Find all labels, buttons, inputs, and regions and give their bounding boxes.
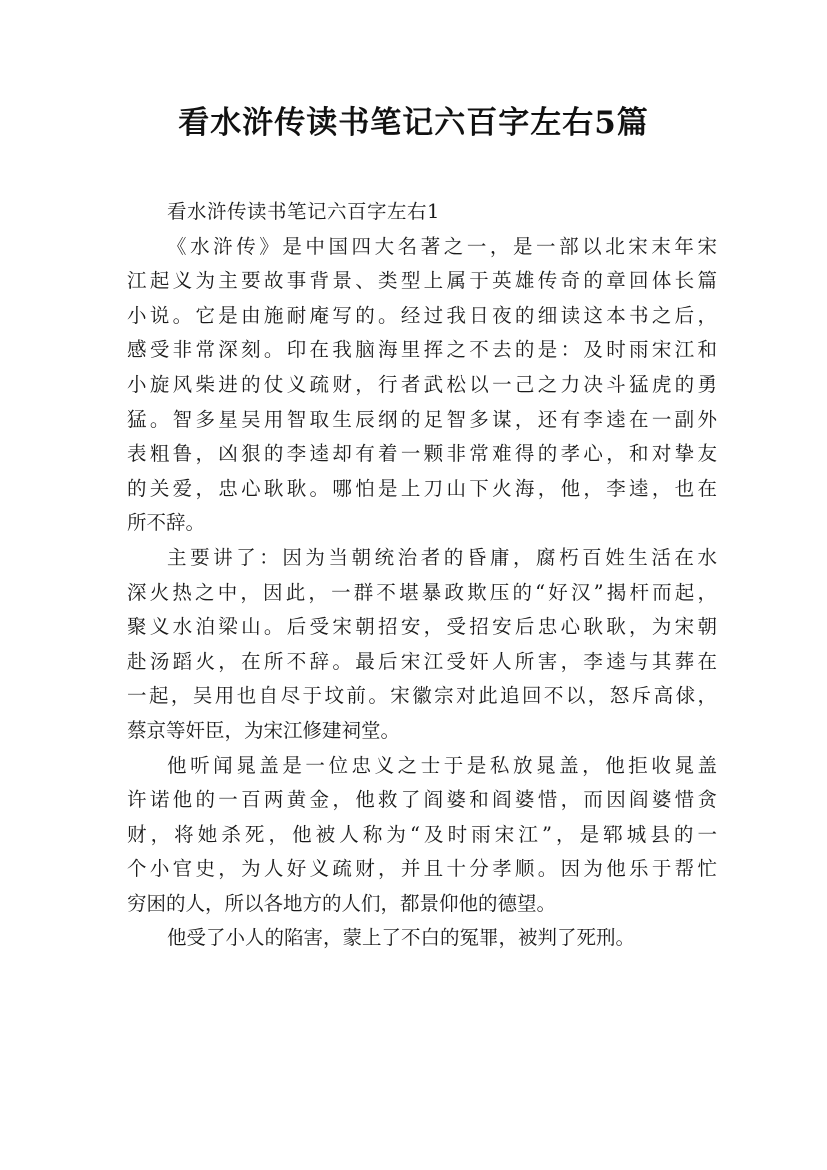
paragraph-line: 深火热之中，因此，一群不堪暴政欺压的“好汉”揭杆而起， [127,580,717,604]
paragraph-line: 江起义为主要故事背景、类型上属于英雄传奇的章回体长篇 [127,269,717,293]
paragraph-list [127,230,717,956]
paragraph [127,230,717,541]
paragraph-line: 聚义水泊梁山。后受宋朝招安，受招安后忠心耿耿，为宋朝 [127,615,717,639]
paragraph-line: 赴汤蹈火，在所不辞。最后宋江受奸人所害，李逵与其葬在 [127,649,717,673]
paragraph-line: 的关爱，忠心耿耿。哪怕是上刀山下火海，他，李逵，也在 [127,476,717,500]
paragraph-line: 猛。智多星吴用智取生辰纲的足智多谋，还有李逵在一副外 [127,407,717,431]
paragraph-line: 蔡京等奸臣，为宋江修建祠堂。 [127,718,401,742]
paragraph-line: 感受非常深刻。印在我脑海里挥之不去的是：及时雨宋江和 [127,338,717,362]
paragraph-line: 许诺他的一百两黄金，他救了阎婆和阎婆惜，而因阎婆惜贪 [127,788,717,812]
paragraph-line: 财，将她杀死，他被人称为“及时雨宋江”，是郓城县的一 [127,822,717,846]
paragraph [127,541,717,749]
paragraph-line: 所不辞。 [127,511,206,535]
paragraph [127,749,717,922]
paragraph-line: 穷困的人，所以各地方的人们，都景仰他的德望。 [127,891,557,915]
paragraph-line: 主要讲了：因为当朝统治者的昏庸，腐朽百姓生活在水 [167,545,717,569]
paragraph-line: 表粗鲁，凶狠的李逵却有着一颗非常难得的孝心，和对挚友 [127,442,717,466]
paragraph-line: 小旋风柴进的仗义疏财，行者武松以一己之力决斗猛虎的勇 [127,372,717,396]
paragraph-line: 他受了小人的陷害，蒙上了不白的冤罪，被判了死刑。 [167,926,636,950]
section-heading: 看水浒传读书笔记六百字左右1 [167,200,440,223]
document-body [127,195,717,956]
paragraph-line: 一起，吴用也自尽于坟前。宋徽宗对此追回不以，怒斥高俅， [127,684,717,708]
document-title: 看水浒传读书笔记六百字左右5篇 [178,105,649,141]
paragraph [127,921,717,956]
paragraph-line: 《水浒传》是中国四大名著之一，是一部以北宋末年宋 [167,234,717,258]
paragraph-line: 小说。它是由施耐庵写的。经过我日夜的细读这本书之后， [127,303,717,327]
paragraph-line: 个小官史，为人好义疏财，并且十分孝顺。因为他乐于帮忙 [127,857,717,881]
paragraph-line: 他听闻晁盖是一位忠义之士于是私放晁盖，他拒收晁盖 [167,753,717,777]
